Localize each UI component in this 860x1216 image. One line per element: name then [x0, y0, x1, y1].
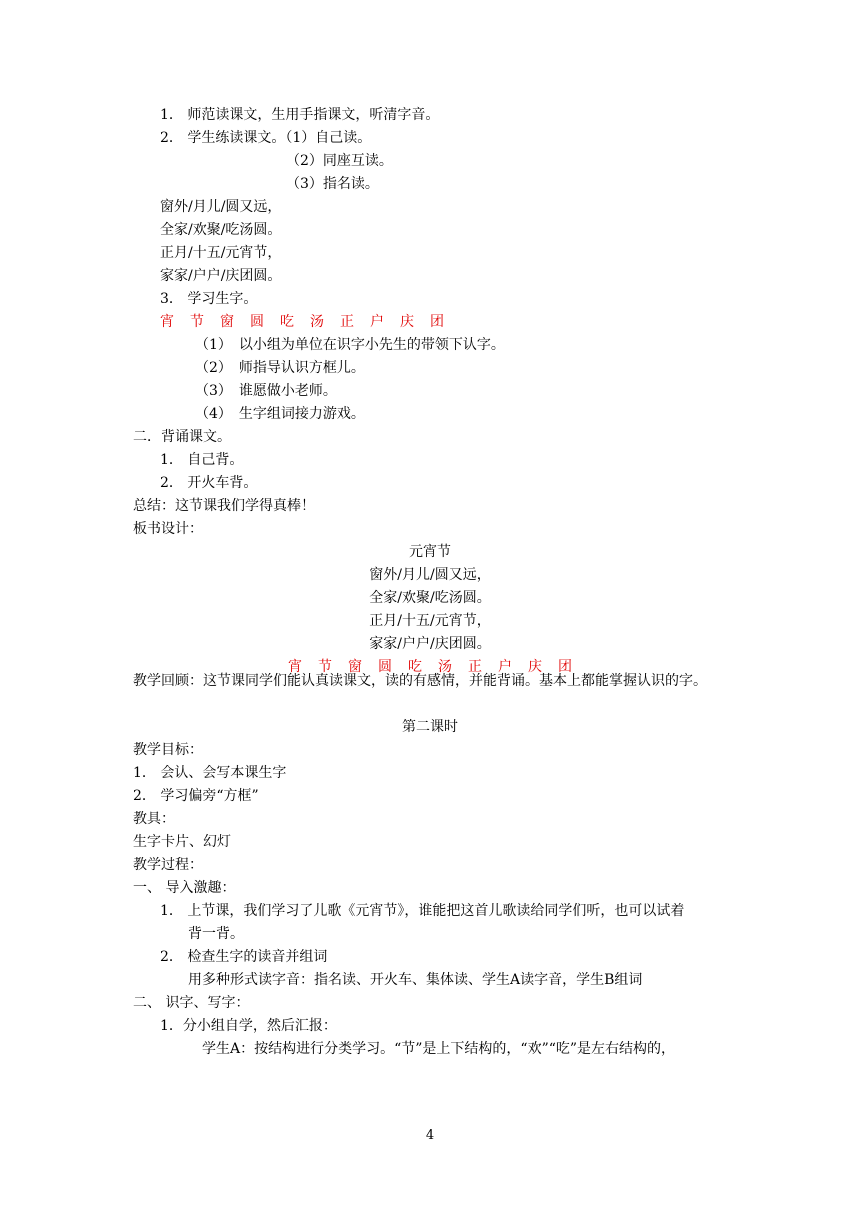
- teaching-tools-label: 教具：: [133, 811, 175, 827]
- intro-step-2-detail: 用多种形式读字音：指名读、开火车、集体读、学生A读字音，学生B组词: [188, 972, 643, 988]
- char: 节: [318, 659, 332, 675]
- recite-1: 1． 自己背。: [160, 452, 244, 468]
- section-intro: 一、 导入激趣：: [133, 880, 236, 896]
- activity-3: （3） 谁愿做小老师。: [195, 383, 337, 399]
- char: 吃: [408, 659, 422, 675]
- char: 户: [498, 659, 512, 675]
- board-line-2: 全家/欢聚/吃汤圆。: [369, 590, 491, 606]
- char: 窗: [348, 659, 362, 675]
- char: 户: [370, 314, 384, 330]
- char: 正: [340, 314, 354, 330]
- teaching-review: 教学回顾：这节课同学们能认真读课文，读的有感情，并能背诵。基本上都能掌握认识的字。: [133, 673, 707, 689]
- activity-2: （2） 师指导认识方框儿。: [195, 360, 365, 376]
- poem-line-2: 全家/欢聚/吃汤圆。: [160, 222, 282, 238]
- step-2-sub-2: （2）同座互读。: [286, 153, 393, 169]
- board-line-1: 窗外/月儿/圆又远，: [369, 567, 491, 583]
- board-design-label: 板书设计：: [133, 521, 203, 537]
- teaching-goals-label: 教学目标：: [133, 742, 203, 758]
- char: 团: [430, 314, 444, 330]
- activity-4: （4） 生字组词接力游戏。: [195, 406, 365, 422]
- char: 节: [190, 314, 204, 330]
- activity-1: （1） 以小组为单位在识字小先生的带领下认字。: [195, 337, 505, 353]
- poem-line-4: 家家/户户/庆团圆。: [160, 268, 282, 284]
- literacy-step-1: 1．分小组自学，然后汇报：: [160, 1018, 337, 1034]
- char: 正: [468, 659, 482, 675]
- char: 宵: [288, 659, 302, 675]
- char: 窗: [220, 314, 234, 330]
- char: 宵: [160, 314, 174, 330]
- teaching-process-label: 教学过程：: [133, 857, 203, 873]
- char: 圆: [378, 659, 392, 675]
- recite-2: 2． 开火车背。: [160, 475, 258, 491]
- board-line-4: 家家/户户/庆团圆。: [369, 636, 491, 652]
- step-2-sub-3: （3）指名读。: [286, 176, 379, 192]
- section-recite: 二．背诵课文。: [133, 429, 231, 445]
- teaching-tools-value: 生字卡片、幻灯: [133, 834, 231, 850]
- char: 汤: [310, 314, 324, 330]
- step-3: 3． 学习生字。: [160, 291, 258, 307]
- char: 庆: [400, 314, 414, 330]
- board-line-3: 正月/十五/元宵节，: [369, 613, 491, 629]
- board-title: 元宵节: [409, 544, 451, 560]
- char: 吃: [280, 314, 294, 330]
- new-characters-row-1: [160, 311, 460, 333]
- summary: 总结：这节课我们学得真棒！: [133, 498, 315, 514]
- char: 庆: [528, 659, 542, 675]
- poem-line-1: 窗外/月儿/圆又远，: [160, 199, 282, 215]
- intro-step-1: 1． 上节课，我们学习了儿歌《元宵节》，谁能把这首儿歌读给同学们听，也可以试着: [160, 903, 685, 919]
- goal-2: 2． 学习偏旁“方框”: [133, 788, 259, 804]
- char: 团: [558, 659, 572, 675]
- page-number: 4: [425, 1128, 435, 1143]
- literacy-step-1-detail: 学生A：按结构进行分类学习。“节”是上下结构的，“欢”“吃”是左右结构的，: [202, 1041, 676, 1057]
- section-literacy: 二、 识字、写字：: [133, 995, 250, 1011]
- lesson-two-title: 第二课时: [402, 719, 458, 735]
- step-1: 1． 师范读课文，生用手指课文，听清字音。: [160, 107, 440, 123]
- poem-line-3: 正月/十五/元宵节，: [160, 245, 282, 261]
- char: 汤: [438, 659, 452, 675]
- intro-step-2: 2． 检查生字的读音并组词: [160, 949, 328, 965]
- char: 圆: [250, 314, 264, 330]
- step-2: 2． 学生练读课文。（1）自己读。: [160, 130, 372, 146]
- goal-1: 1． 会认、会写本课生字: [133, 765, 287, 781]
- intro-step-1-cont: 背一背。: [188, 926, 244, 942]
